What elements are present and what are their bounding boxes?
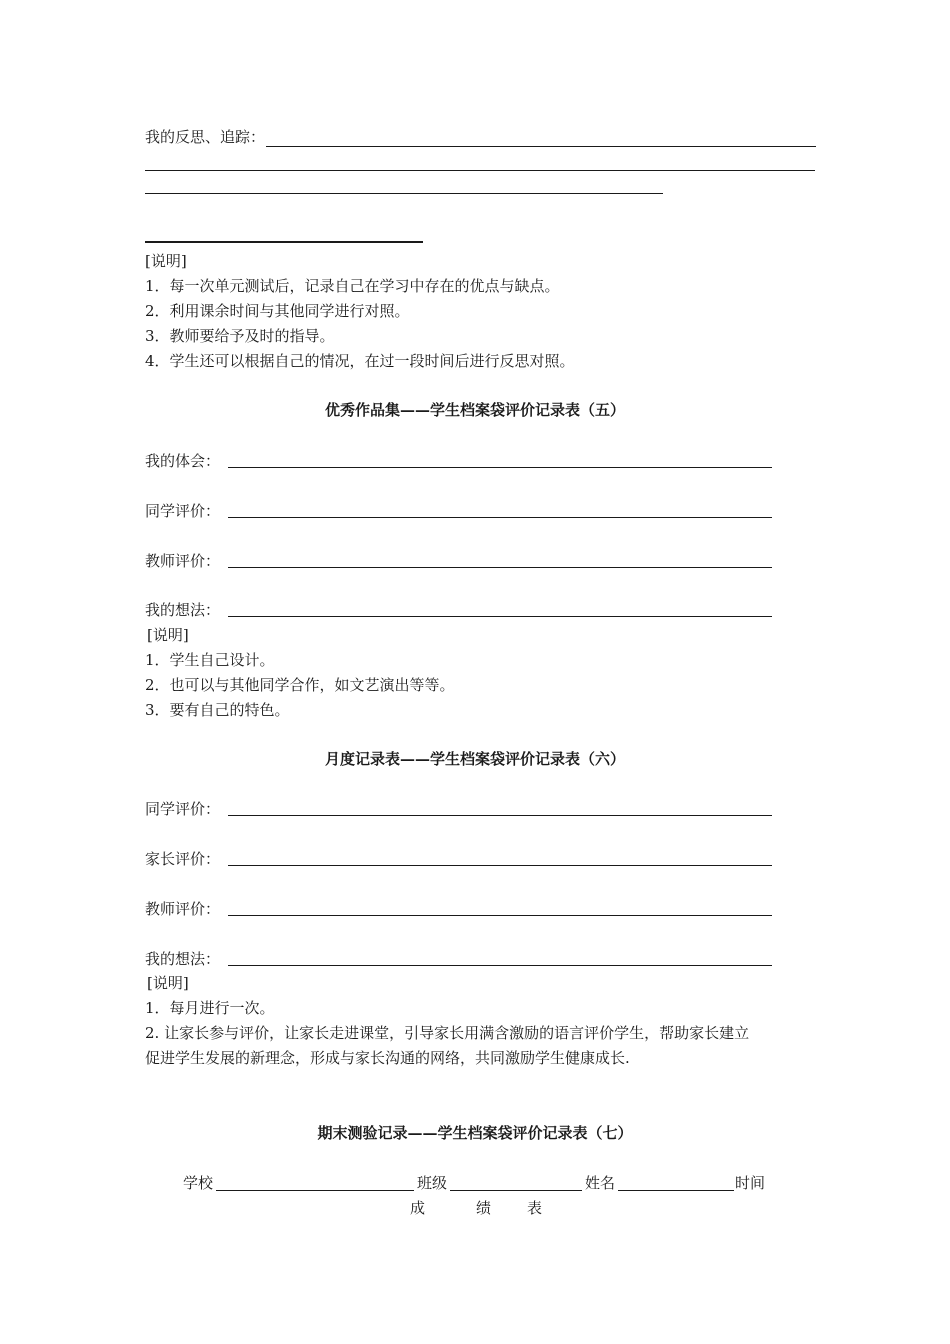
reflection-line-2[interactable] <box>145 170 815 171</box>
section5-note-2: 2．也可以与其他同学合作，如文艺演出等等。 <box>145 676 455 694</box>
reflection-note-4: 4．学生还可以根据自己的情况，在过一段时间后进行反思对照。 <box>145 352 575 370</box>
section6-field-label-2: 家长评价： <box>145 850 221 868</box>
section6-field-line-4[interactable] <box>228 965 772 966</box>
section5-field-line-1[interactable] <box>228 467 772 468</box>
section7-table-title-char-2: 绩 <box>476 1199 492 1217</box>
section7-table-title-char-1: 成 <box>410 1199 426 1217</box>
reflection-line-3[interactable] <box>145 193 663 194</box>
reflection-note-label: [说明] <box>145 252 187 270</box>
reflection-note-3: 3．教师要给予及时的指导。 <box>145 327 335 345</box>
section5-field-label-4: 我的想法： <box>145 601 221 619</box>
section6-field-label-1: 同学评价： <box>145 800 221 818</box>
section6-note-2: 2. 让家长参与评价，让家长走进课堂，引导家长用满含激励的语言评价学生，帮助家长建立 <box>145 1024 750 1042</box>
section7-name-label: 姓名 <box>585 1174 616 1192</box>
section5-field-label-1: 我的体会： <box>145 452 221 470</box>
section5-field-line-4[interactable] <box>228 616 772 617</box>
section7-school-line[interactable] <box>216 1190 414 1191</box>
section6-field-line-2[interactable] <box>228 865 772 866</box>
section7-class-line[interactable] <box>450 1190 582 1191</box>
section6-note-label: [说明] <box>147 974 189 992</box>
section7-title: 期末测验记录——学生档案袋评价记录表（七） <box>317 1124 633 1142</box>
reflection-label: 我的反思、追踪： <box>145 128 266 146</box>
section5-field-label-2: 同学评价： <box>145 502 221 520</box>
section6-note-1: 1．每月进行一次。 <box>145 999 275 1017</box>
section7-class-label: 班级 <box>417 1174 448 1192</box>
section5-field-line-3[interactable] <box>228 567 772 568</box>
reflection-note-2: 2．利用课余时间与其他同学进行对照。 <box>145 302 410 320</box>
section5-field-label-3: 教师评价： <box>145 552 221 570</box>
section7-name-line[interactable] <box>618 1190 734 1191</box>
section5-note-3: 3．要有自己的特色。 <box>145 701 290 719</box>
section6-field-line-1[interactable] <box>228 815 772 816</box>
reflection-line-1[interactable] <box>266 146 816 147</box>
section7-table-title-char-3: 表 <box>527 1199 543 1217</box>
section5-note-label: [说明] <box>147 626 189 644</box>
section6-field-label-4: 我的想法： <box>145 950 221 968</box>
section6-field-line-3[interactable] <box>228 915 772 916</box>
section5-note-1: 1．学生自己设计。 <box>145 651 275 669</box>
section7-school-label: 学校 <box>183 1174 214 1192</box>
reflection-note-1: 1．每一次单元测试后，记录自己在学习中存在的优点与缺点。 <box>145 277 560 295</box>
section7-time-label: 时间 <box>735 1174 766 1192</box>
reflection-line-4[interactable] <box>145 241 423 243</box>
section6-title: 月度记录表——学生档案袋评价记录表（六） <box>324 750 625 768</box>
section5-title: 优秀作品集——学生档案袋评价记录表（五） <box>324 401 625 419</box>
section6-note-3: 促进学生发展的新理念，形成与家长沟通的网络，共同激励学生健康成长. <box>145 1049 630 1067</box>
section6-field-label-3: 教师评价： <box>145 900 221 918</box>
section5-field-line-2[interactable] <box>228 517 772 518</box>
